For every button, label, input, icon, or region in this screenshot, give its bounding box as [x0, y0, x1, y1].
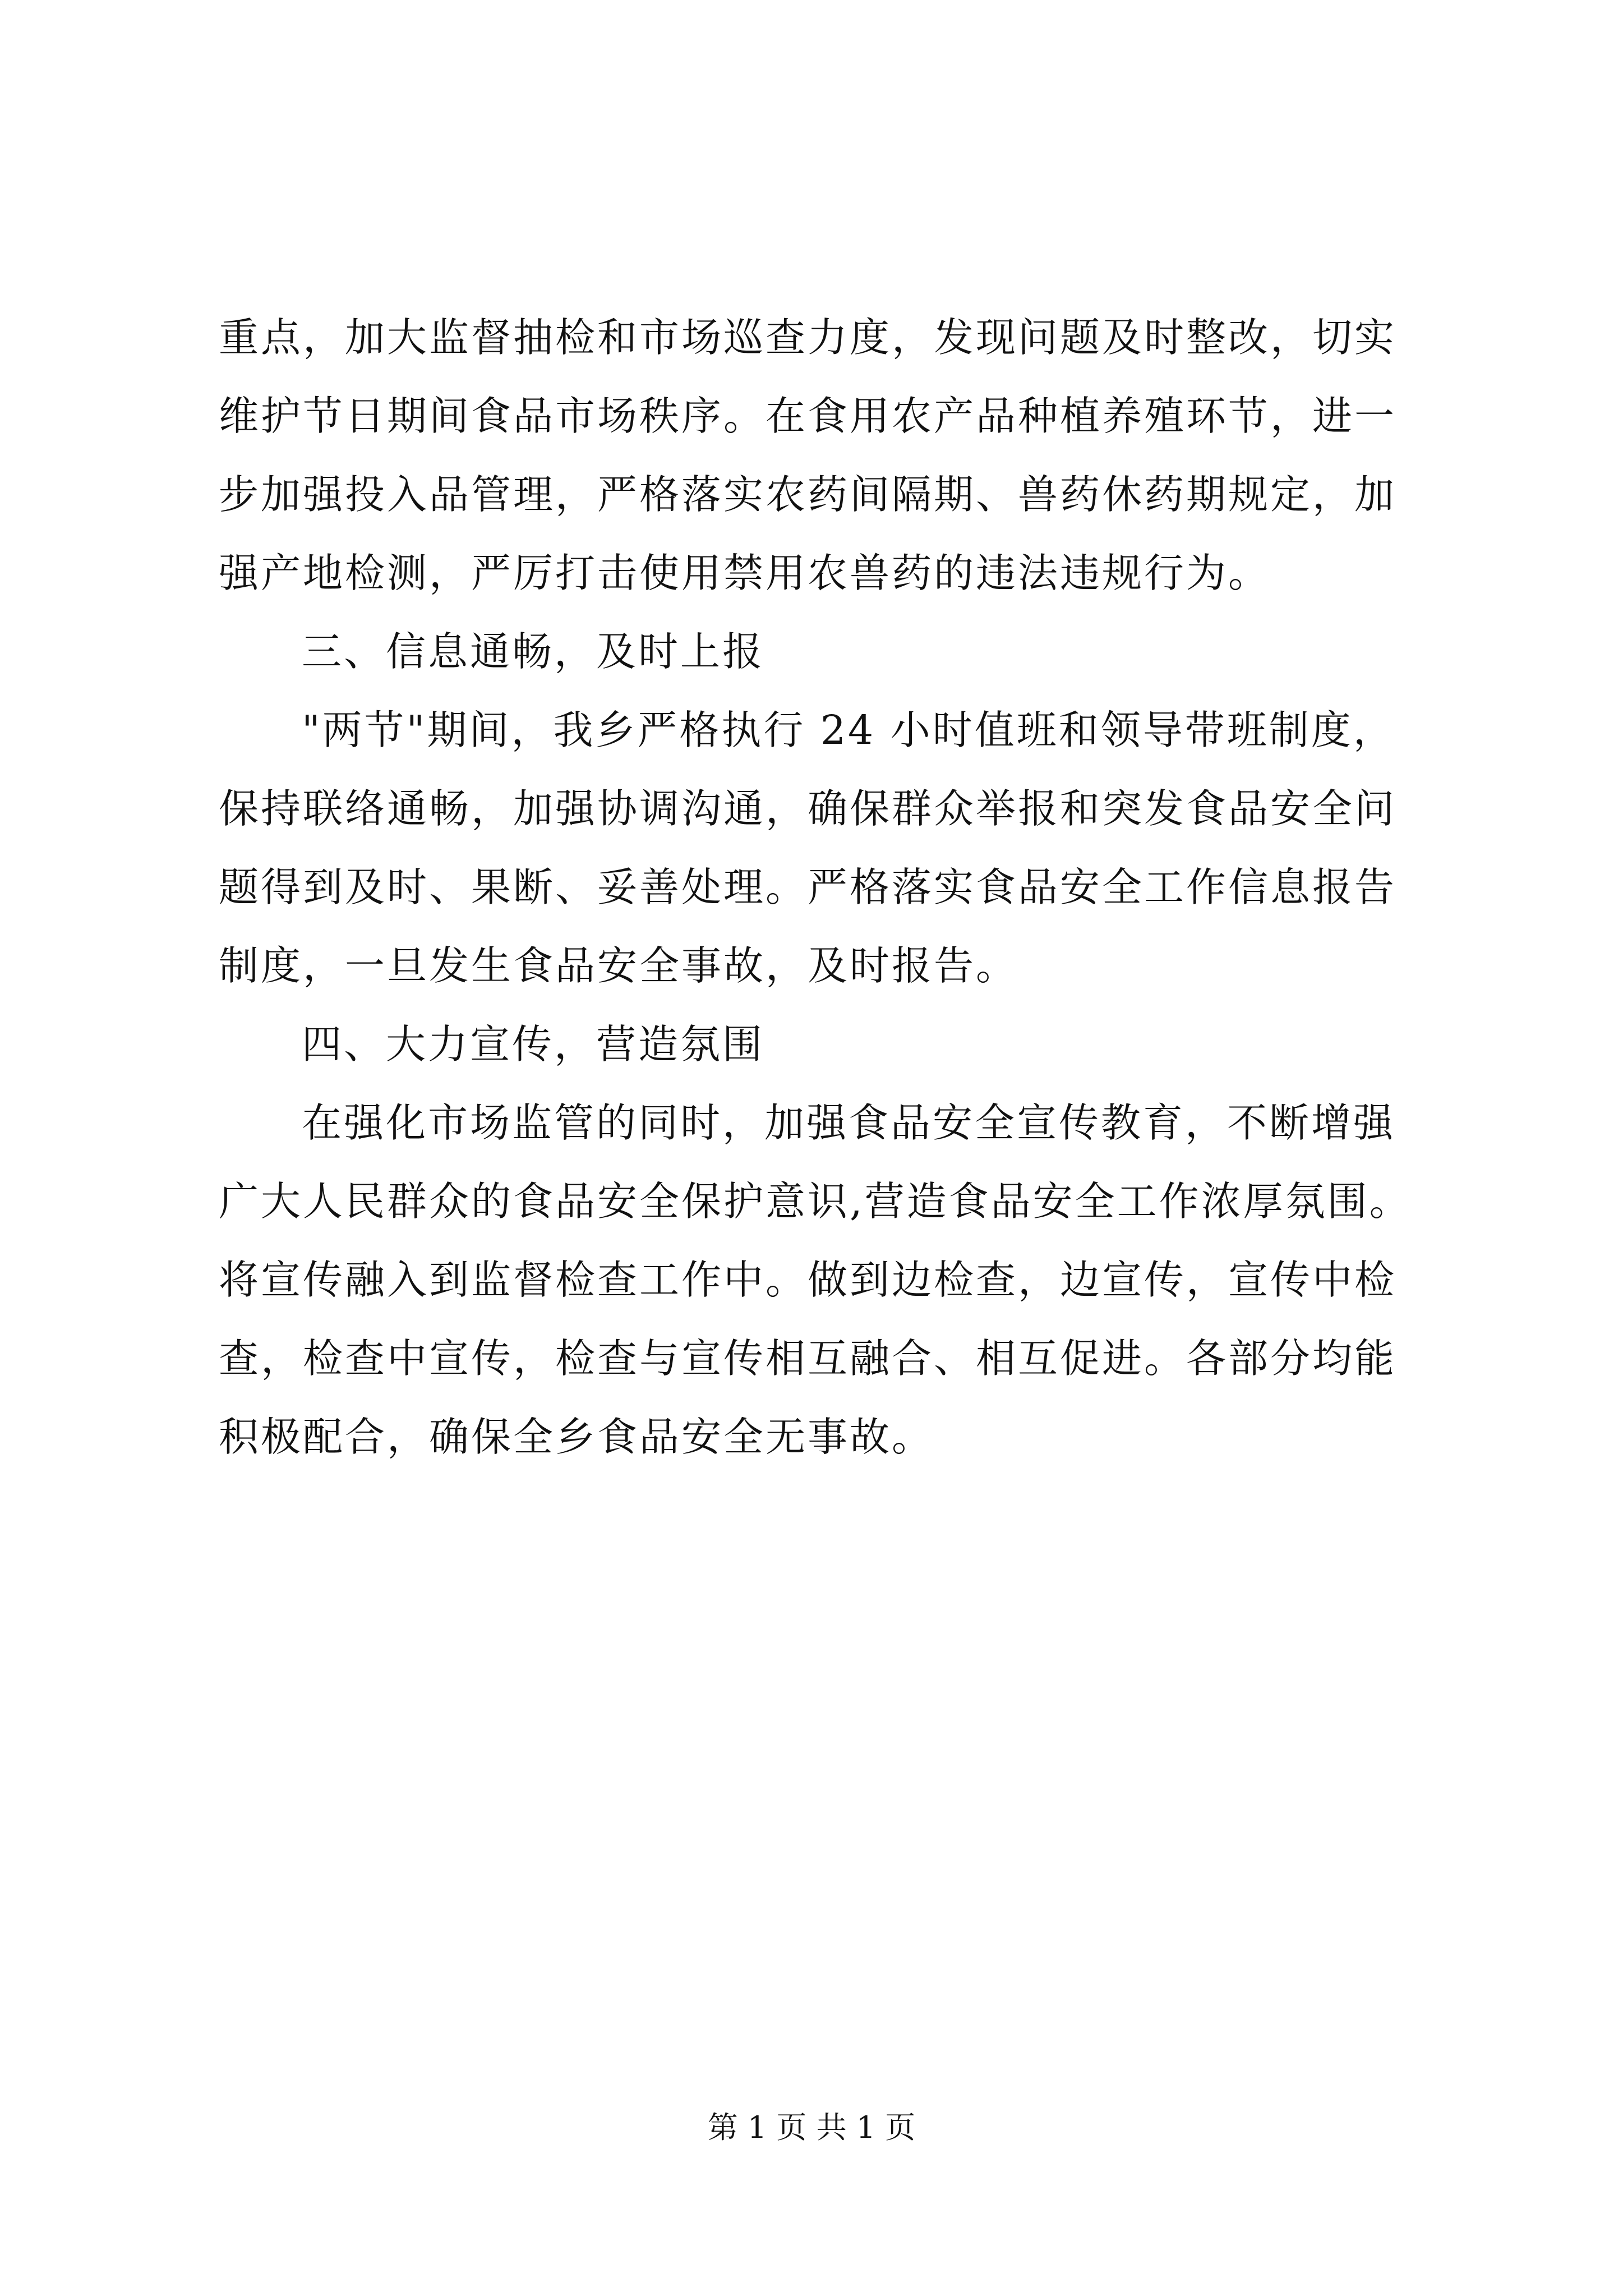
body-line: 保持联络通畅，加强协调沟通，确保群众举报和突发食品安全问 — [219, 785, 1397, 832]
body-line: 重点，加大监督抽检和市场巡查力度，发现问题及时整改，切实 — [219, 314, 1397, 361]
body-line: 在强化市场监管的同时，加强食品安全宣传教育，不断增强 — [302, 1099, 1396, 1146]
body-line: 强产地检测，严厉打击使用禁用农兽药的违法违规行为。 — [219, 550, 1271, 596]
document-body — [219, 298, 1412, 1476]
body-line: 将宣传融入到监督检查工作中。做到边检查，边宣传，宣传中检 — [219, 1257, 1397, 1303]
section-heading: 三、信息通畅，及时上报 — [302, 628, 765, 675]
body-line: 制度，一旦发生食品安全事故，及时报告。 — [219, 942, 1018, 989]
body-line: 步加强投入品管理，严格落实农药间隔期、兽药休药期规定，加 — [219, 471, 1397, 518]
section-heading: 四、大力宣传，营造氛围 — [302, 1021, 765, 1068]
page-number-footer: 第 1 页 共 1 页 — [707, 2110, 916, 2145]
body-line: 积极配合，确保全乡食品安全无事故。 — [219, 1414, 934, 1460]
body-line: 广大人民群众的食品安全保护意识,营造食品安全工作浓厚氛围。 — [219, 1178, 1412, 1225]
body-line: 查，检查中宣传，检查与宣传相互融合、相互促进。各部分均能 — [219, 1335, 1397, 1382]
body-line: "两节"期间，我乡严格执行 24 小时值班和领导带班制度， — [302, 707, 1395, 753]
body-line: 维护节日期间食品市场秩序。在食用农产品种植养殖环节，进一 — [219, 393, 1397, 439]
body-line: 题得到及时、果断、妥善处理。严格落实食品安全工作信息报告 — [219, 864, 1397, 910]
